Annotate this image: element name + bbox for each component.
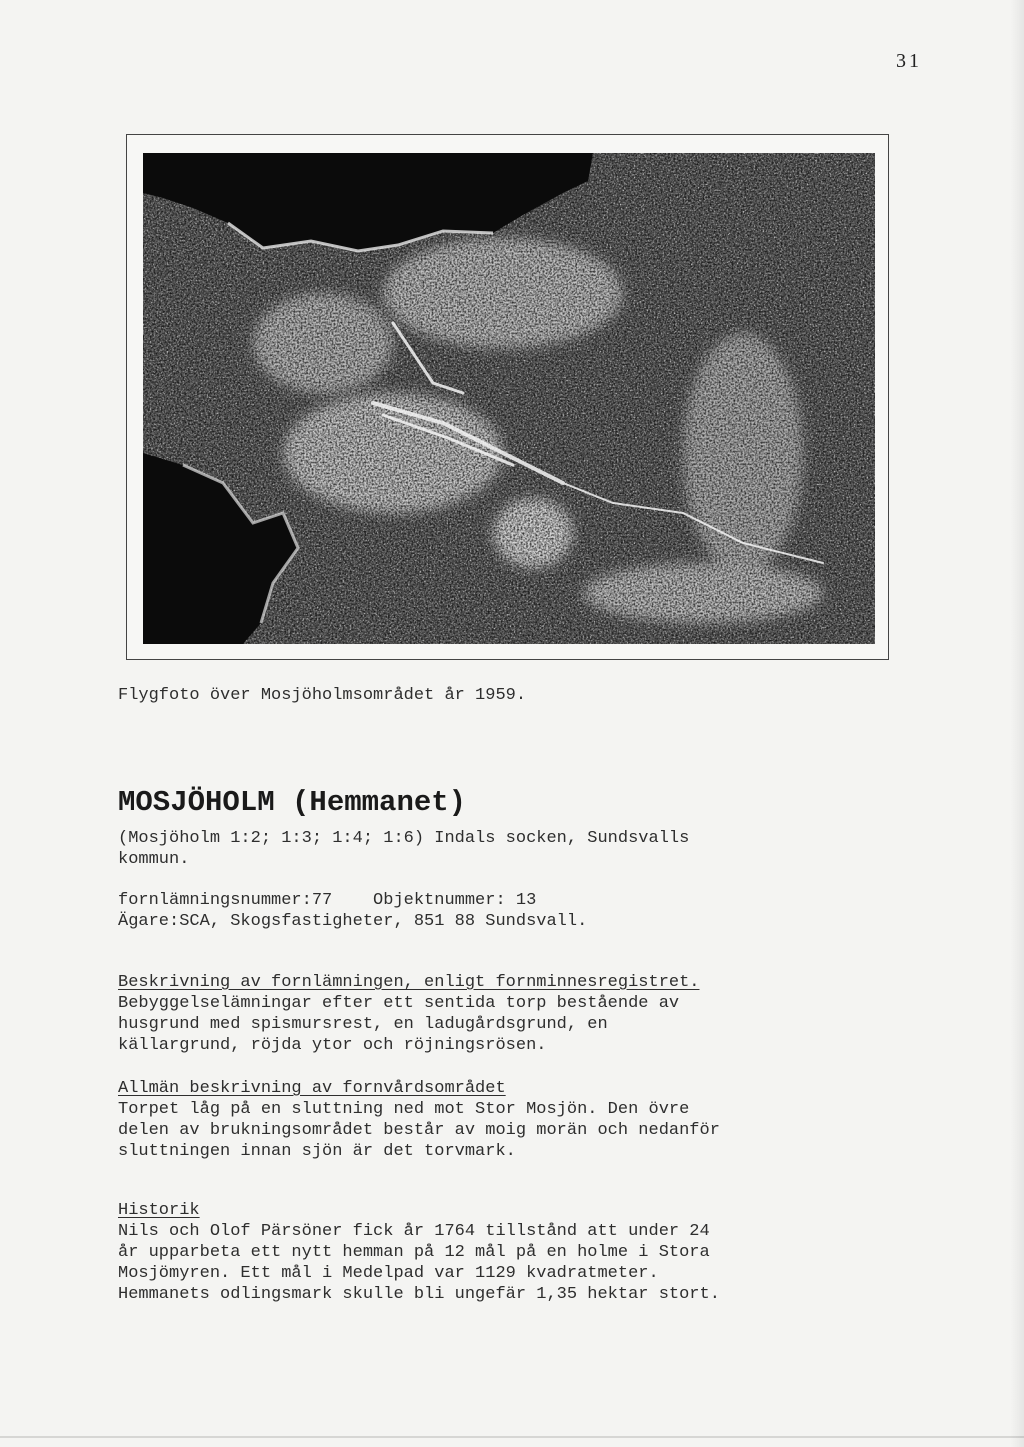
section-heading: Allmän beskrivning av fornvårdsområdet: [118, 1079, 506, 1098]
section-line: husgrund med spismursrest, en ladugårdsgrund, en: [118, 1015, 608, 1034]
section-line: källargrund, röjda ytor och röjningsrösen.: [118, 1036, 547, 1055]
section-line: Hemmanets odlingsmark skulle bli ungefär 1,35 hektar stort.: [118, 1285, 720, 1304]
section-line: Torpet låg på en sluttning ned mot Stor Mosjön. Den övre: [118, 1100, 690, 1119]
section-general: [118, 1078, 720, 1162]
section-heading: Beskrivning av fornlämningen, enligt fornminnesregistret.: [118, 973, 700, 992]
location-line: kommun.: [118, 850, 190, 869]
section-line: delen av brukningsområdet består av moig morän och nedanför: [118, 1121, 720, 1140]
section-line: Bebyggelselämningar efter ett sentida torp bestående av: [118, 994, 680, 1013]
aerial-photo-frame: [126, 134, 889, 660]
location-line: (Mosjöholm 1:2; 1:3; 1:4; 1:6) Indals socken, Sundsvalls: [118, 829, 690, 848]
scan-bottom-edge: [0, 1436, 1024, 1438]
page-number: 31: [896, 50, 922, 72]
section-line: sluttningen innan sjön är det torvmark.: [118, 1142, 516, 1161]
section-line: år upparbeta ett nytt hemman på 12 mål på en holme i Stora: [118, 1243, 710, 1262]
identifiers: [118, 890, 587, 932]
page-title: MOSJÖHOLM (Hemmanet): [118, 786, 467, 819]
owner-line: Ägare:SCA, Skogsfastigheter, 851 88 Sundsvall.: [118, 912, 588, 931]
location-text: [118, 828, 689, 870]
section-line: Nils och Olof Pärsöner fick år 1764 tillstånd att under 24: [118, 1222, 710, 1241]
section-line: Mosjömyren. Ett mål i Medelpad var 1129 kvadratmeter.: [118, 1264, 659, 1283]
scan-edge-shadow: [1010, 0, 1024, 1447]
photo-caption: Flygfoto över Mosjöholmsområdet år 1959.: [118, 686, 527, 705]
registry-number-line: fornlämningsnummer:77 Objektnummer: 13: [118, 891, 537, 910]
section-description: [118, 972, 700, 1056]
section-history: [118, 1200, 720, 1305]
aerial-photo: [143, 153, 875, 644]
section-heading: Historik: [118, 1201, 200, 1220]
